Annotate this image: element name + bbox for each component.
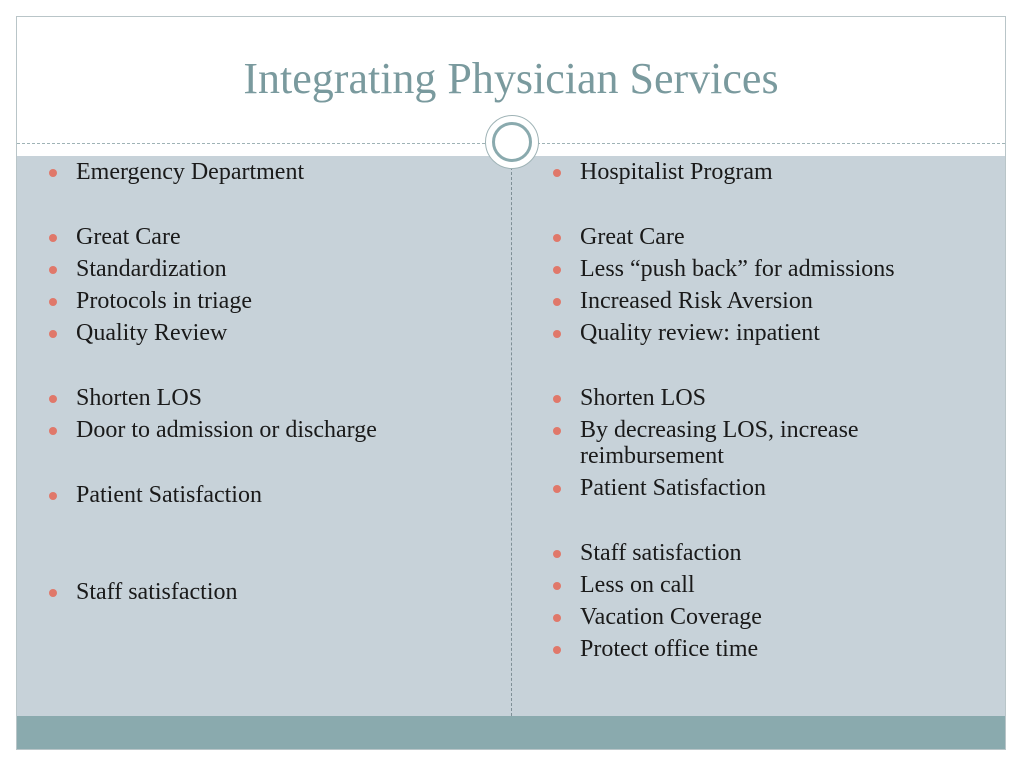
bullet-icon xyxy=(49,234,57,242)
slide-title: Integrating Physician Services xyxy=(243,54,779,103)
list-item xyxy=(550,572,970,598)
list-item-text: Vacation Coverage xyxy=(580,604,762,630)
footer-bar xyxy=(17,716,1005,750)
list-item xyxy=(46,579,486,605)
bullet-icon xyxy=(553,646,561,654)
bullet-icon xyxy=(553,298,561,306)
bullet-icon xyxy=(553,234,561,242)
list-item-text: Great Care xyxy=(580,224,685,250)
list-item xyxy=(550,224,970,250)
bullet-icon xyxy=(49,589,57,597)
list-item xyxy=(550,475,970,501)
list-item xyxy=(550,604,970,630)
bullet-icon xyxy=(49,395,57,403)
list-item-text: Protect office time xyxy=(580,636,759,662)
bullet-icon xyxy=(49,492,57,500)
list-item xyxy=(46,288,486,314)
bullet-icon xyxy=(553,614,561,622)
list-item xyxy=(46,417,486,443)
bullet-icon xyxy=(49,298,57,306)
list-item-text: Less “push back” for admissions xyxy=(580,256,895,282)
list-item-text: Less on call xyxy=(580,572,695,598)
bullet-icon xyxy=(49,330,57,338)
slide xyxy=(16,16,1006,750)
bullet-icon xyxy=(553,582,561,590)
list-item-text: Emergency Department xyxy=(76,159,305,185)
list-item xyxy=(550,159,970,185)
list-item-text: Staff satisfaction xyxy=(580,540,742,566)
list-item-text: Door to admission or discharge xyxy=(76,417,377,443)
list-item xyxy=(46,482,486,508)
bullet-icon xyxy=(553,169,561,177)
list-item xyxy=(46,385,486,411)
list-item xyxy=(550,320,970,346)
circle-ornament-inner-icon xyxy=(492,122,532,162)
column-divider xyxy=(511,167,512,716)
list-item xyxy=(46,224,486,250)
list-item xyxy=(550,417,970,469)
list-item-text: Shorten LOS xyxy=(76,385,202,411)
bullet-icon xyxy=(553,427,561,435)
list-item-text: Staff satisfaction xyxy=(76,579,238,605)
list-item-text: Increased Risk Aversion xyxy=(580,288,813,314)
bullet-icon xyxy=(553,485,561,493)
left-column-list xyxy=(46,153,486,605)
right-column-list xyxy=(550,153,970,662)
list-item-text: Shorten LOS xyxy=(580,385,706,411)
bullet-icon xyxy=(553,330,561,338)
bullet-icon xyxy=(553,395,561,403)
bullet-icon xyxy=(49,427,57,435)
list-item xyxy=(46,256,486,282)
list-item-text: Great Care xyxy=(76,224,181,250)
list-item-text: Quality Review xyxy=(76,320,228,346)
list-item-text: Patient Satisfaction xyxy=(76,482,262,508)
list-item-text: Quality review: inpatient xyxy=(580,320,820,346)
list-item-text: Protocols in triage xyxy=(76,288,252,314)
bullet-icon xyxy=(49,266,57,274)
list-item xyxy=(46,159,486,185)
list-item xyxy=(550,540,970,566)
list-item-text: Hospitalist Program xyxy=(580,159,773,185)
list-item-text: By decreasing LOS, increase reimbursement xyxy=(580,417,859,469)
list-item xyxy=(550,256,970,282)
list-item xyxy=(46,320,486,346)
bullet-icon xyxy=(553,266,561,274)
list-item xyxy=(550,636,970,662)
list-item xyxy=(550,385,970,411)
bullet-icon xyxy=(49,169,57,177)
list-item-text: Patient Satisfaction xyxy=(580,475,766,501)
bullet-icon xyxy=(553,550,561,558)
list-item-text: Standardization xyxy=(76,256,227,282)
list-item xyxy=(550,288,970,314)
